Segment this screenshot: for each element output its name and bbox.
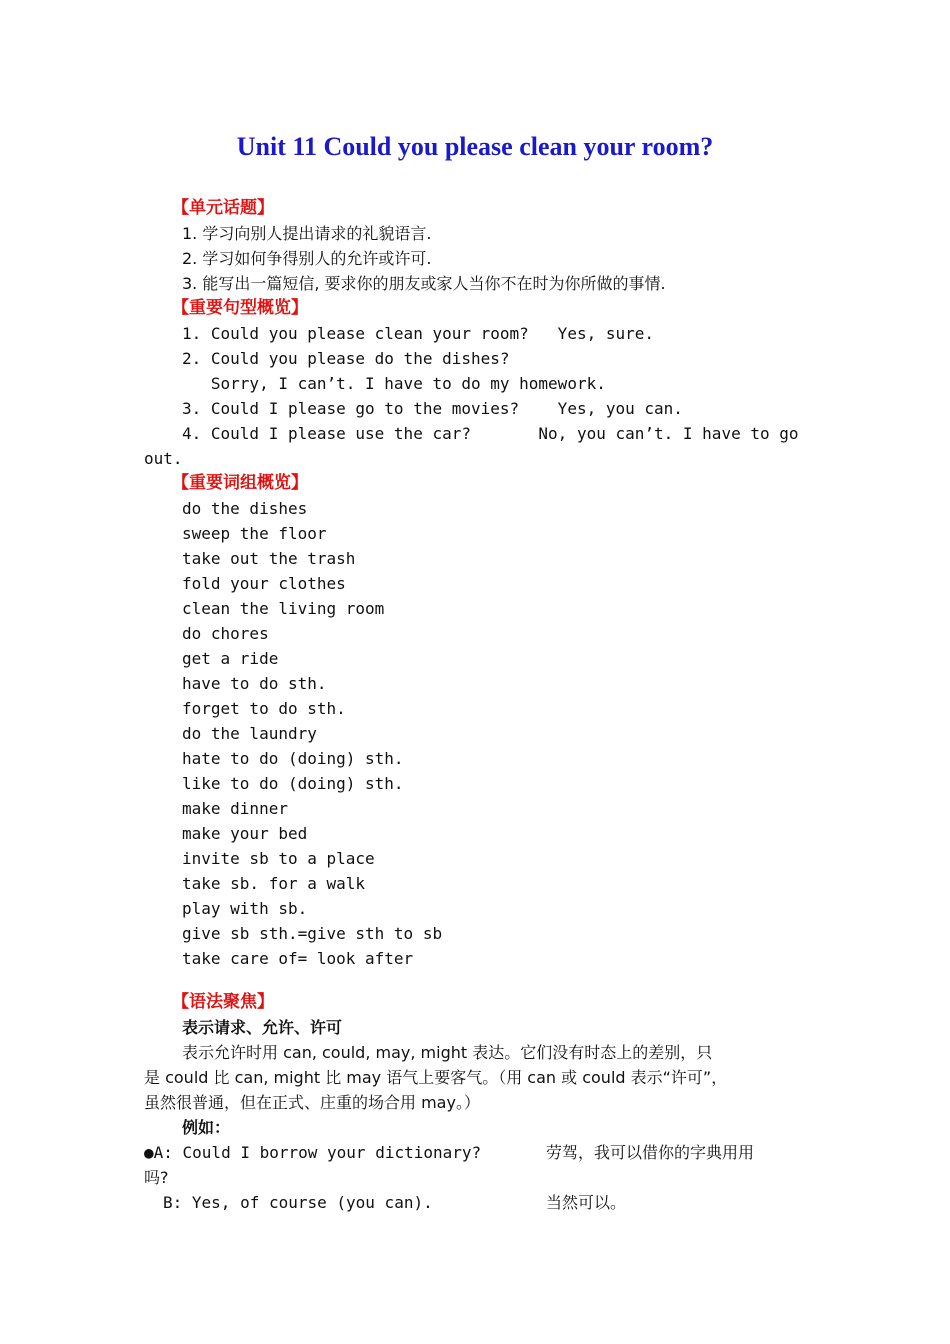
sentences-header: 【重要句型概览】 — [172, 298, 308, 318]
phrase-item: fold your clothes — [182, 574, 346, 593]
phrase-item: hate to do (doing) sth. — [182, 749, 404, 768]
grammar-paragraph-line: 表示允许时用 can, could, may, might 表达。它们没有时态上的差别，只 — [182, 1043, 713, 1062]
example-label: 例如： — [182, 1118, 231, 1137]
sentence-line: 1. Could you please clean your room? Yes, sure. — [182, 324, 655, 343]
phrase-item: take care of= look after — [182, 949, 414, 968]
page-title: Unit 11 Could you please clean your room? — [236, 132, 714, 161]
phrase-item: take out the trash — [182, 549, 356, 568]
example-b-translation: 当然可以。 — [546, 1193, 627, 1212]
sentence-line: 2. Could you please do the dishes? — [182, 349, 510, 368]
example-a: ●A: Could I borrow your dictionary? — [144, 1143, 482, 1162]
phrases-header: 【重要词组概览】 — [172, 473, 308, 493]
phrase-item: give sb sth.=give sth to sb — [182, 924, 443, 943]
phrase-item: make dinner — [182, 799, 288, 818]
phrase-item: take sb. for a walk — [182, 874, 366, 893]
phrase-item: forget to do sth. — [182, 699, 346, 718]
phrase-item: play with sb. — [182, 899, 308, 918]
phrase-item: like to do (doing) sth. — [182, 774, 404, 793]
phrase-item: have to do sth. — [182, 674, 327, 693]
sentence-line: out. — [144, 449, 183, 468]
phrase-item: do chores — [182, 624, 269, 643]
sentence-line: 3. Could I please go to the movies? Yes, you can. — [182, 399, 683, 418]
topic-item: 1. 学习向别人提出请求的礼貌语言. — [182, 224, 432, 243]
example-a-translation-cont: 吗? — [144, 1168, 169, 1187]
grammar-subtitle: 表示请求、允许、许可 — [182, 1018, 343, 1037]
example-b: B: Yes, of course (you can). — [163, 1193, 433, 1212]
phrase-item: do the dishes — [182, 499, 308, 518]
phrase-item: clean the living room — [182, 599, 385, 618]
example-a-translation: 劳驾，我可以借你的字典用用 — [546, 1143, 755, 1162]
topic-header: 【单元话题】 — [172, 198, 274, 218]
grammar-header: 【语法聚焦】 — [172, 992, 274, 1012]
phrase-item: make your bed — [182, 824, 308, 843]
topic-item: 2. 学习如何争得别人的允许或许可. — [182, 249, 432, 268]
grammar-paragraph-line: 是 could 比 can, might 比 may 语气上要客气。（用 can 或 could 表示“许可”， — [144, 1068, 728, 1087]
phrase-item: sweep the floor — [182, 524, 327, 543]
sentence-line: Sorry, I can’t. I have to do my homework. — [182, 374, 606, 393]
phrase-item: do the laundry — [182, 724, 317, 743]
sentence-line: 4. Could I please use the car? No, you can’t. I have to go — [182, 424, 799, 443]
topic-item: 3. 能写出一篇短信, 要求你的朋友或家人当你不在时为你所做的事情. — [182, 274, 666, 293]
phrase-item: get a ride — [182, 649, 279, 668]
phrase-item: invite sb to a place — [182, 849, 375, 868]
grammar-paragraph-line: 虽然很普通，但在正式、庄重的场合用 may。） — [144, 1093, 480, 1112]
